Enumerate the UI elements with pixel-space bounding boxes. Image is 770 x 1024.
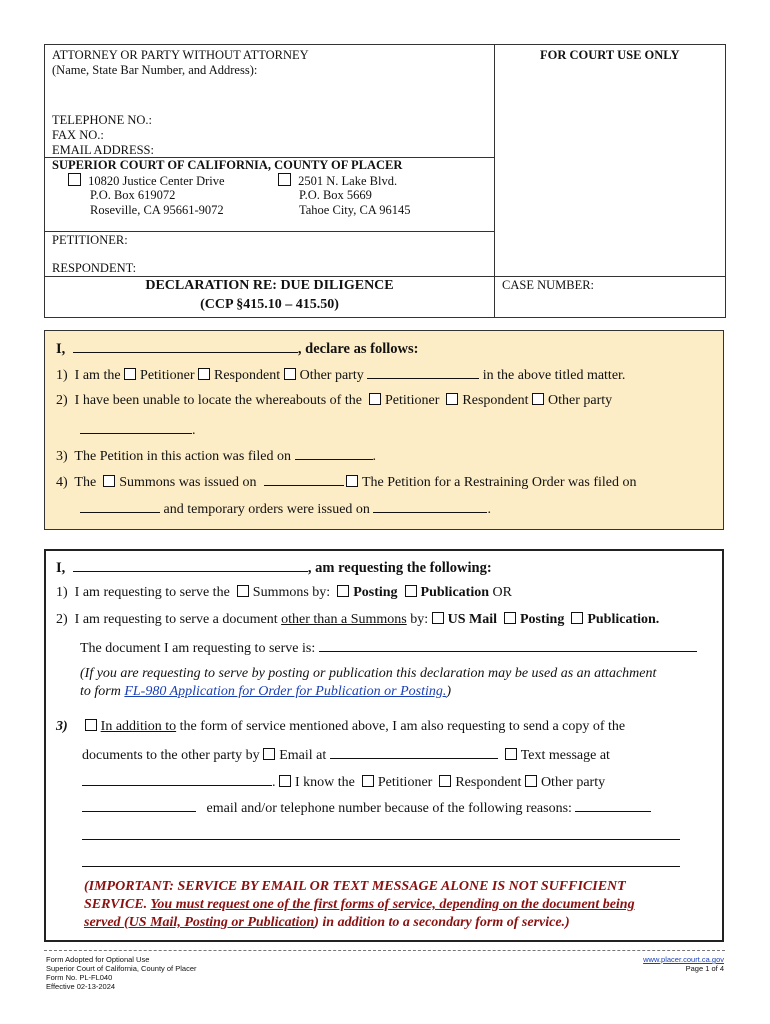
serve-summons-checkbox[interactable] <box>237 585 249 597</box>
requester-line: I, , am requesting the following: <box>56 560 492 576</box>
fl980-link[interactable]: FL-980 Application for Order for Publication or Posting. <box>124 684 447 699</box>
tahoe-po-box: P.O. Box 5669 <box>299 188 372 202</box>
doc-posting-checkbox[interactable] <box>504 612 516 624</box>
summons-publication-checkbox[interactable] <box>405 585 417 597</box>
form-subtitle: (CCP §415.10 – 415.50) <box>200 297 339 312</box>
location-tahoe[interactable]: 2501 N. Lake Blvd. <box>278 173 397 189</box>
form-title: DECLARATION RE: DUE DILIGENCE <box>145 278 394 293</box>
item1-petitioner-checkbox[interactable] <box>124 368 136 380</box>
item4-summons-checkbox[interactable] <box>103 475 115 487</box>
request-item3: 3) In addition to the form of service mentioned above, I am also requesting to send a copy of the <box>56 719 626 734</box>
in-addition-checkbox[interactable] <box>85 719 97 731</box>
important-warning-2: SERVICE. You must request one of the first forms of service, depending on the document being <box>84 897 635 912</box>
important-warning-3: served (US Mail, Posting or Publication) in addition to a secondary form of service.) <box>84 915 570 930</box>
request-item3-know: . I know the Petitioner Respondent Other party <box>82 772 605 792</box>
know-other-field[interactable] <box>82 798 196 812</box>
attorney-label: ATTORNEY OR PARTY WITHOUT ATTORNEY <box>52 48 309 62</box>
petitioner-label[interactable]: PETITIONER: <box>52 233 128 247</box>
request-item2: 2) I am requesting to serve a document other than a Summons by: US Mail Posting Publication. <box>56 612 660 627</box>
item2-petitioner-checkbox[interactable] <box>369 393 381 405</box>
item4-restraining-checkbox[interactable] <box>346 475 358 487</box>
item4-summons: 4) The Summons was issued on The Petition for a Restraining Order was filed on <box>56 472 636 492</box>
attachment-note-1: (If you are requesting to serve by posting or publication this declaration may be used as an attachment <box>80 666 657 681</box>
request-item3-methods: documents to the other party by Email at Text message at <box>82 745 610 765</box>
page-number: Page 1 of 4 <box>685 964 724 973</box>
item2-other-checkbox[interactable] <box>532 393 544 405</box>
caption-divider-parties <box>44 231 495 232</box>
case-number-label[interactable]: CASE NUMBER: <box>502 278 595 292</box>
item4-temp-orders: and temporary orders were issued on . <box>80 499 491 519</box>
reasons-line-2[interactable] <box>82 839 680 840</box>
temp-orders-date-field[interactable] <box>373 499 487 513</box>
important-warning-1: (IMPORTANT: SERVICE BY EMAIL OR TEXT MESSAGE ALONE IS NOT SUFFICIENT <box>84 879 626 894</box>
item1-other-checkbox[interactable] <box>284 368 296 380</box>
attorney-sub-label: (Name, State Bar Number, and Address): <box>52 63 258 77</box>
footer-right <box>643 955 724 973</box>
footer-left: Form Adopted for Optional Use Superior Court of California, County of Placer Form No. PL-FL040 Effective 02-13-2024 <box>46 955 197 991</box>
court-name: SUPERIOR COURT OF CALIFORNIA, COUNTY OF PLACER <box>52 158 403 172</box>
tahoe-checkbox[interactable] <box>278 173 291 186</box>
declarant-line: I, , declare as follows: <box>56 341 419 357</box>
item1-other-field[interactable] <box>367 365 479 379</box>
summons-posting-checkbox[interactable] <box>337 585 349 597</box>
summons-issued-date-field[interactable] <box>264 472 344 486</box>
document-name-field[interactable] <box>319 638 697 652</box>
petition-filed-date-field[interactable] <box>295 446 373 460</box>
item1-respondent-checkbox[interactable] <box>198 368 210 380</box>
telephone-label[interactable]: TELEPHONE NO.: <box>52 113 152 127</box>
email-checkbox[interactable] <box>263 748 275 760</box>
email-label[interactable]: EMAIL ADDRESS: <box>52 143 154 157</box>
know-other-checkbox[interactable] <box>525 775 537 787</box>
roseville-po-box: P.O. Box 619072 <box>90 188 176 202</box>
footer-divider <box>44 950 725 951</box>
email-address-field[interactable] <box>330 745 498 759</box>
tahoe-city: Tahoe City, CA 96145 <box>299 203 411 217</box>
item2-other-line: . <box>80 420 196 440</box>
respondent-label[interactable]: RESPONDENT: <box>52 261 137 275</box>
fax-label[interactable]: FAX NO.: <box>52 128 104 142</box>
item1-role: 1) I am the Petitioner Respondent Other party in the above titled matter. <box>56 365 625 385</box>
item2-other-field[interactable] <box>80 420 192 434</box>
request-item1: 1) I am requesting to serve the Summons by: Posting Publication OR <box>56 585 512 600</box>
doc-publication-checkbox[interactable] <box>571 612 583 624</box>
roseville-city: Roseville, CA 95661-9072 <box>90 203 224 217</box>
declarant-name-field[interactable] <box>73 339 298 353</box>
doc-usmail-checkbox[interactable] <box>432 612 444 624</box>
reasons-line-3[interactable] <box>82 866 680 867</box>
restraining-filed-date-field[interactable] <box>80 499 160 513</box>
requester-name-field[interactable] <box>73 558 308 572</box>
roseville-checkbox[interactable] <box>68 173 81 186</box>
attachment-note-2: to form FL-980 Application for Order for Publication or Posting.) <box>80 684 452 699</box>
know-respondent-checkbox[interactable] <box>439 775 451 787</box>
document-line: The document I am requesting to serve is: <box>80 638 697 658</box>
phone-number-field[interactable] <box>82 772 272 786</box>
court-use-label: FOR COURT USE ONLY <box>540 48 680 62</box>
caption-divider-title <box>44 276 725 277</box>
item2-respondent-checkbox[interactable] <box>446 393 458 405</box>
request-item3-reasons: email and/or telephone number because of the following reasons: <box>82 798 651 818</box>
know-checkbox[interactable] <box>279 775 291 787</box>
location-roseville[interactable]: 10820 Justice Center Drive <box>68 173 225 189</box>
know-petitioner-checkbox[interactable] <box>362 775 374 787</box>
item2-whereabouts: 2) I have been unable to locate the whereabouts of the Petitioner Respondent Other party <box>56 393 613 408</box>
text-message-checkbox[interactable] <box>505 748 517 760</box>
court-website-link[interactable]: www.placer.court.ca.gov <box>643 955 724 964</box>
reasons-field-1[interactable] <box>575 798 651 812</box>
item3-petition-filed: 3) The Petition in this action was filed on . <box>56 446 376 466</box>
